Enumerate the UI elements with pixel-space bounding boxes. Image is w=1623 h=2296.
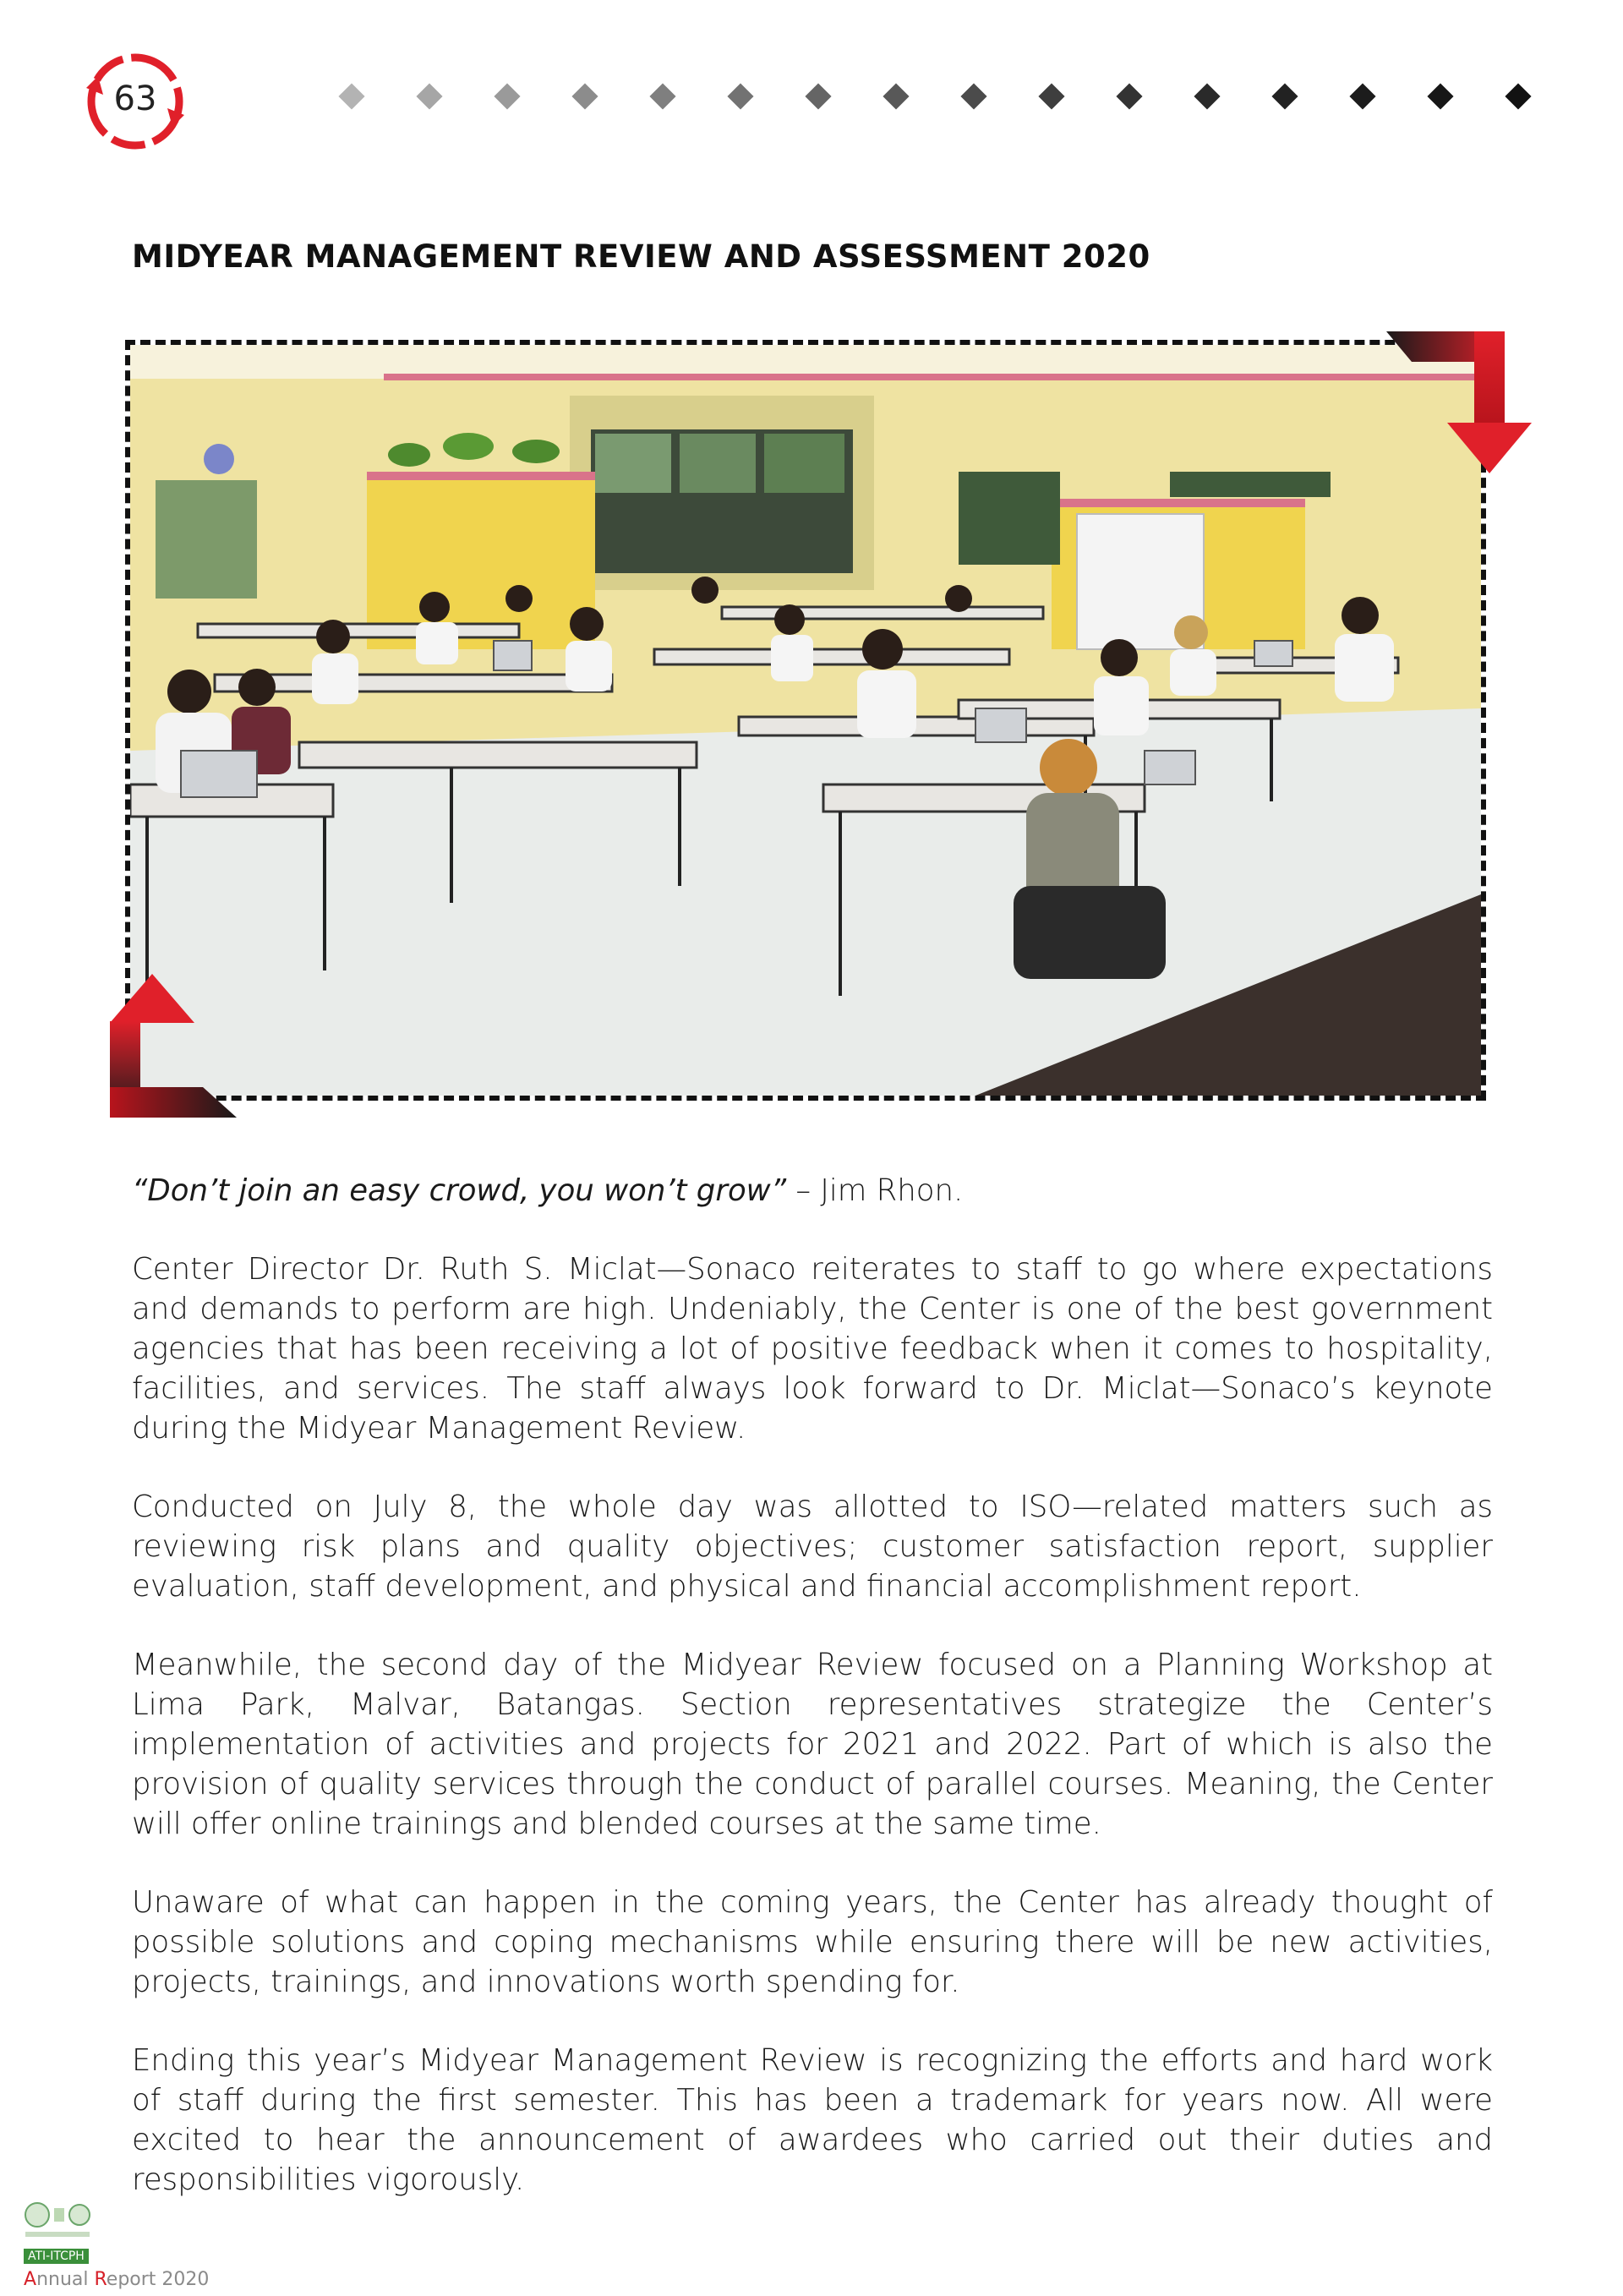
corner-arrow-down-icon [1386,331,1555,475]
report-first-letter: A [24,2269,37,2290]
paragraph: Meanwhile, the second day of the Midyear Review focused on a Planning Workshop at Lima Park, Malvar, Batangas. Section representatives strategize the Center’s implementation of activities and projects for 2021 and 2022. Part of which is also the provision of quality services through the conduct of parallel courses. Meaning, the Center will offer online trainings and blended courses at the same time. [132,1648,1493,1841]
diamond-icon [1271,83,1298,109]
diamond-icon [960,83,986,109]
paragraph: Ending this year’s Midyear Management Review is recognizing the efforts and hard work of staff during the first semester. This has been a trademark for years now. All were excited to hear the announcement of awardees who carried out their duties and responsibilities vigorously. [132,2043,1493,2197]
page-title: MIDYEAR MANAGEMENT REVIEW AND ASSESSMENT 2020 [132,238,1150,275]
paragraph: Unaware of what can happen in the coming years, the Center has already thought of possible solutions and coping mechanisms while ensuring there will be new activities, projects, trainings, and innovations worth spending for. [132,1885,1493,1999]
diamond-icon [416,83,442,109]
quote-attribution: – Jim Rhon. [786,1173,964,1208]
footer [22,2198,242,2291]
diamond-icon [1505,83,1531,109]
diamond-icon [494,83,520,109]
diamond-icon [338,83,364,109]
diamond-icon [1194,83,1220,109]
diamond-icon [649,83,675,109]
page-number: 63 [113,79,157,118]
article-body [132,1171,1493,2239]
photo-illustration [130,345,1481,1096]
photo-container [85,331,1530,1118]
report-rest: eport 2020 [106,2269,210,2290]
diamond-icon [883,83,909,109]
quote [132,1171,1493,1211]
quote-text: “Don’t join an easy crowd, you won’t grow” [132,1173,787,1208]
diamond-icon [1349,83,1375,109]
classroom-photo [125,340,1486,1101]
decorative-diamond-row [342,83,1623,113]
annual-report-label [24,2269,209,2290]
paragraph: Center Director Dr. Ruth S. Miclat—Sonaco reiterates to staff to go where expectations and demands to perform are high. Undeniably, the Center is one of the best government agencies that has been receiving a lot of positive feedback when it comes to hospitality, facilities, and services. The staff always look forward to Dr. Miclat—Sonaco’s keynote during the Midyear Management Review. [132,1252,1493,1446]
diamond-icon [1116,83,1142,109]
page-number-badge [78,51,193,152]
diamond-icon [727,83,753,109]
diamond-icon [805,83,831,109]
diamond-icon [1427,83,1453,109]
report-mid: nnual [36,2269,95,2290]
certification-logo-icon [24,2198,91,2245]
paragraph: Conducted on July 8, the whole day was allotted to ISO—related matters such as reviewing risk plans and quality objectives; customer satisfaction report, supplier evaluation, staff development, and physical and financial accomplishment report. [132,1490,1493,1604]
diamond-icon [571,83,598,109]
org-tag: ATI-ITCPH [24,2249,89,2264]
report-r: R [94,2269,107,2290]
corner-arrow-up-icon [85,974,254,1118]
diamond-icon [1038,83,1064,109]
